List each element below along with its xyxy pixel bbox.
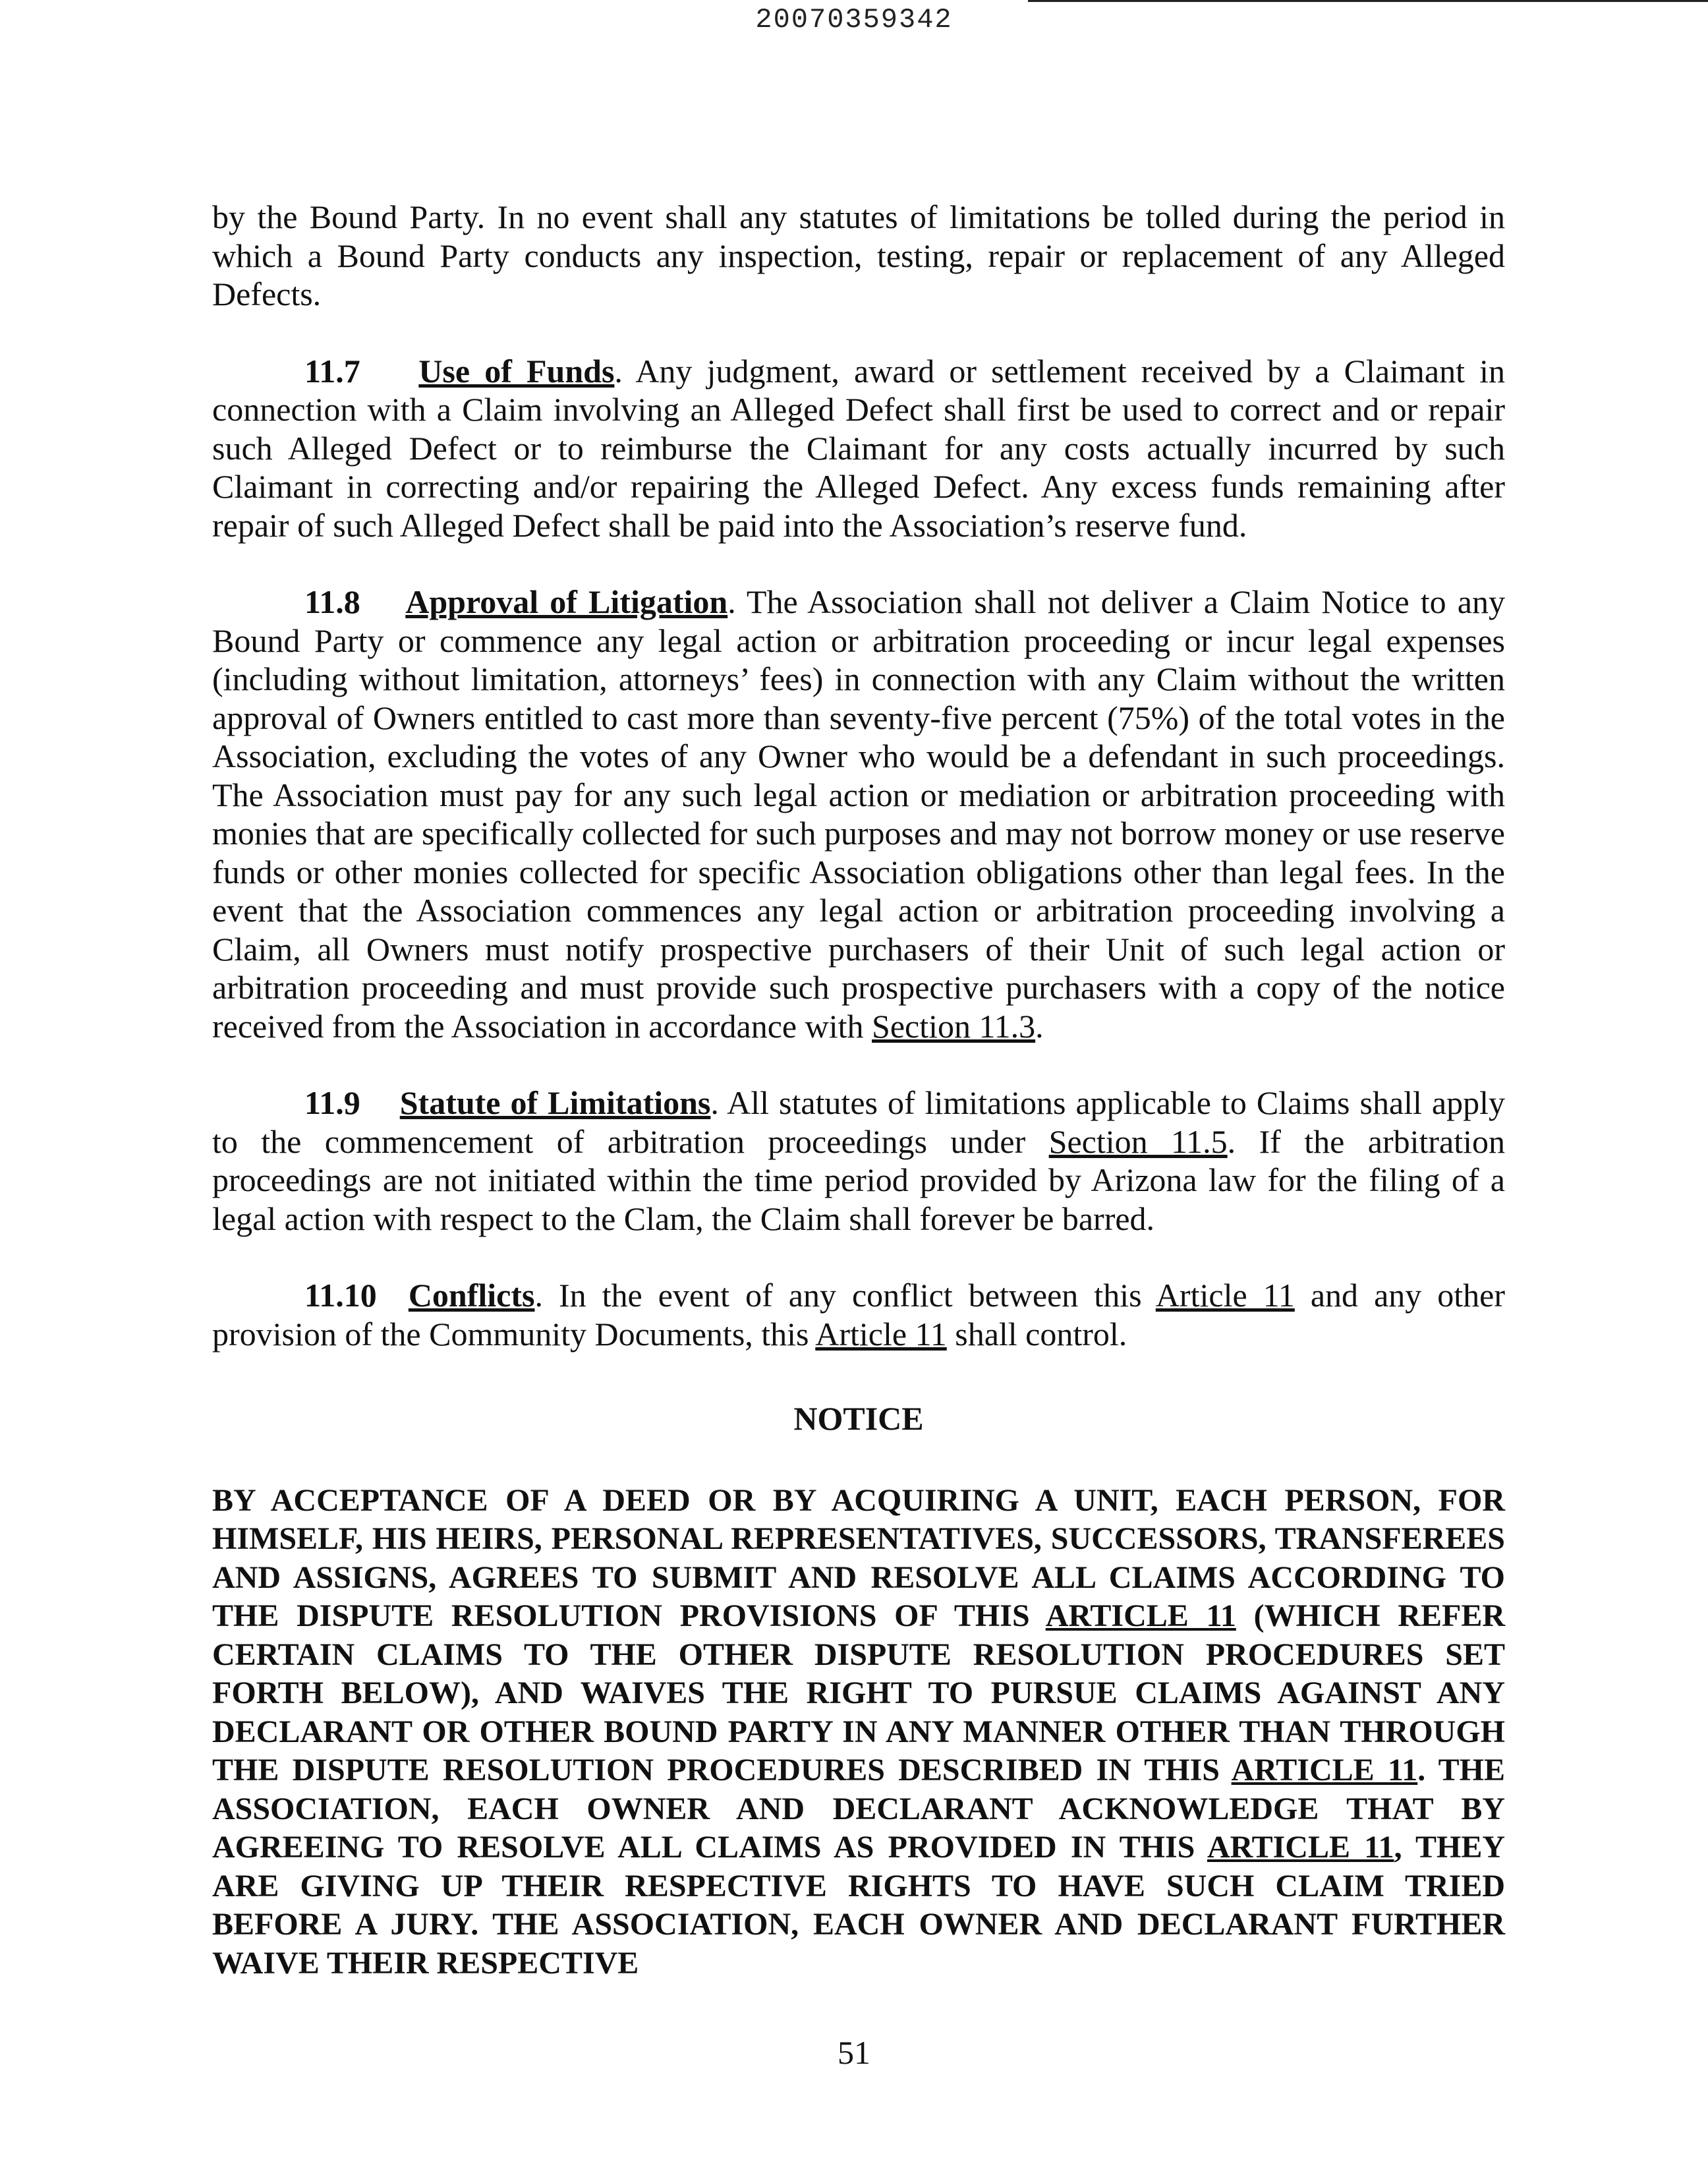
section-text: shall control. [946,1315,1127,1353]
section-reference: Section 11.3 [872,1007,1036,1045]
document-number: 20070359342 [755,4,953,36]
section-reference: Article 11 [815,1315,947,1353]
section-heading: Use of Funds [418,352,615,390]
continuation-paragraph: by the Bound Party. In no event shall any statutes of limitations be tolled during the period in which a Bound Party conducts any inspection, testing, repair or replacement of any Alleged Defects. [212,198,1505,312]
notice-text: , THEY ARE GIVING UP THEIR RESPECTIVE RIGHTS TO HAVE SUCH CLAIM TRIED BEFORE A JURY. THE ASSOCIATION, EACH OWNER AND DECLARANT FURTHER WAIVE THEIR RESPECTIVE [212,1830,1505,1981]
top-edge-rule [1028,0,1708,2]
section-text: . Any judgment, award or settlement received by a Claimant in connection with a Claim involving an Alleged Defect shall first be used to correct and or repair such Alleged Defect or to reimburse the Claimant for any costs actually incurred by such Claimant in correcting and/or repairing the Alleged Defect. Any excess funds remaining after repair of such Alleged Defect shall be paid into the Association’s reserve fund. [212,352,1505,544]
section-number: 11.8 [304,583,360,620]
section-number: 11.9 [304,1084,360,1121]
section-heading: Statute of Limitations [399,1084,711,1121]
notice-text: . THE ASSOCIATION, EACH OWNER AND DECLARANT ACKNOWLEDGE THAT BY AGREEING TO RESOLVE ALL CLAIMS AS PROVIDED IN THIS [212,1753,1506,1865]
page-number: 51 [838,2034,870,2071]
notice-text: (WHICH REFER CERTAIN CLAIMS TO THE OTHER DISPUTE RESOLUTION PROCEDURES SET FORTH BELOW), AND WAIVES THE RIGHT TO PURSUE CLAIMS AGAINST ANY DECLARANT OR OTHER BOUND PARTY IN ANY MANNER OTHER THAN THROUGH THE DISPUTE RESOLUTION PROCEDURES DESCRIBED IN THIS [212,1598,1506,1788]
section-text: . [1035,1007,1044,1045]
notice-reference: ARTICLE 11 [1231,1753,1418,1788]
section-11-8 [212,583,1505,1045]
document-body [212,198,1505,1983]
notice-text: BY ACCEPTANCE OF A DEED OR BY ACQUIRING A UNIT, EACH PERSON, FOR HIMSELF, HIS HEIRS, PERSONAL REPRESENTATIVES, SUCCESSORS, TRANSFEREES AND ASSIGNS, AGREES TO SUBMIT AND RESOLVE ALL CLAIMS ACCORDING TO THE DISPUTE RESOLUTION PROVISIONS OF THIS [212,1482,1505,1633]
section-text: . In the event of any conflict between this [534,1277,1156,1314]
notice-body [212,1482,1505,1983]
section-reference: Section 11.5 [1048,1122,1228,1160]
notice-title: NOTICE [793,1400,924,1437]
notice-reference: ARTICLE 11 [1207,1830,1394,1865]
section-11-7 [212,352,1505,545]
section-11-9 [212,1084,1505,1238]
section-number: 11.10 [304,1277,377,1314]
section-11-10 [212,1276,1505,1353]
section-number: 11.7 [304,352,360,390]
section-reference: Article 11 [1155,1277,1295,1314]
section-text: . If the arbitration proceedings are not initiated within the time period provided by Arizona law for the filing of a legal action with respect to the Clam, the Claim shall forever be barred. [212,1122,1506,1237]
section-heading: Conflicts [408,1277,535,1314]
section-text: . The Association shall not deliver a Claim Notice to any Bound Party or commence any legal action or arbitration proceeding or incur legal expenses (including without limitation, attorneys’ fees) in connection with any Claim without the written approval of Owners entitled to cast more than seventy-five percent (75%) of the total votes in the Association, excluding the votes of any Owner who would be a defendant in such proceedings. The Association must pay for any such legal action or mediation or arbitration proceeding with monies that are specifically collected for such purposes and may not borrow money or use reserve funds or other monies collected for specific Association obligations other than legal fees. In the event that the Association commences any legal action or arbitration proceeding involving a Claim, all Owners must notify prospective purchasers of their Unit of such legal action or arbitration proceeding and must provide such prospective purchasers with a copy of the notice received from the Association in accordance with [212,583,1505,1045]
section-heading: Approval of Litigation [405,583,728,620]
section-text: . All statutes of limitations applicable to Claims shall apply to the commencement of arbitration proceedings under [212,1084,1505,1160]
section-text: and any other provision of the Community Documents, this [212,1277,1506,1353]
notice-reference: ARTICLE 11 [1045,1598,1236,1633]
